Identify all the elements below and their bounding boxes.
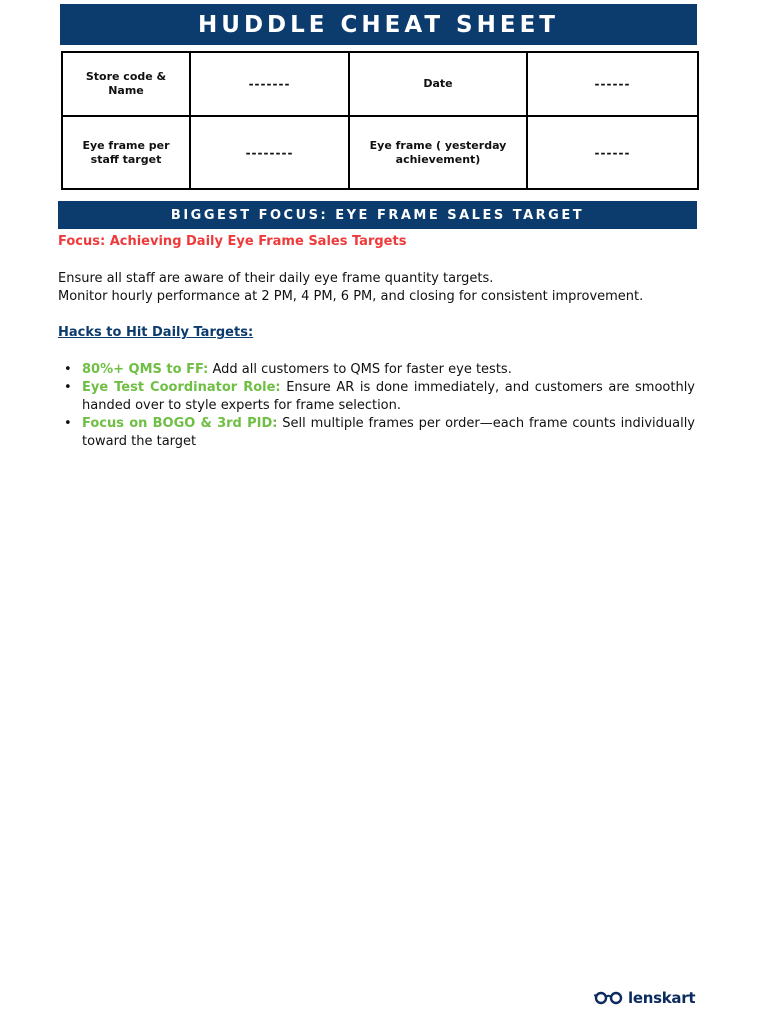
hack-lead: 80%+ QMS to FF: — [82, 362, 209, 377]
intro-line-1: Ensure all staff are aware of their daily eye frame quantity targets. — [58, 271, 494, 286]
focus-heading: Focus: Achieving Daily Eye Frame Sales Targets — [58, 234, 407, 249]
hack-text: Add all customers to QMS for faster eye tests. — [208, 362, 512, 377]
table-row — [62, 116, 698, 189]
yesterday-achievement-value: ------ — [527, 116, 698, 189]
hack-text: Ensure AR is done immediately, and customers are smoothly handed over to style experts for frame selection. — [82, 380, 695, 413]
hacks-list — [58, 361, 695, 451]
hacks-heading: Hacks to Hit Daily Targets: — [58, 325, 254, 340]
focus-banner: BIGGEST FOCUS: EYE FRAME SALES TARGET — [58, 201, 697, 229]
store-info-table — [61, 51, 699, 190]
page-title: HUDDLE CHEAT SHEET — [60, 4, 697, 45]
date-label: Date — [349, 52, 527, 116]
bullet-icon: • — [64, 362, 72, 377]
list-item — [58, 361, 695, 379]
staff-target-value: -------- — [190, 116, 349, 189]
date-value: ------ — [527, 52, 698, 116]
store-code-label: Store code & Name — [62, 52, 190, 116]
intro-line-2: Monitor hourly performance at 2 PM, 4 PM, 6 PM, and closing for consistent improvement. — [58, 289, 644, 304]
staff-target-label: Eye frame per staff target — [62, 116, 190, 189]
hack-lead: Focus on BOGO & 3rd PID: — [82, 416, 278, 431]
intro-paragraph — [58, 270, 698, 306]
hack-text: Sell multiple frames per order—each frame counts individually toward the target — [82, 416, 696, 449]
list-item — [58, 379, 695, 415]
bullet-icon: • — [64, 380, 72, 395]
list-item — [58, 415, 695, 451]
hack-lead: Eye Test Coordinator Role: — [82, 380, 281, 395]
store-code-value: ------- — [190, 52, 349, 116]
bullet-icon: • — [64, 416, 72, 431]
logo-wordmark: lenskart — [628, 989, 696, 1007]
lenskart-logo — [594, 989, 695, 1007]
yesterday-achievement-label: Eye frame ( yesterday achievement) — [349, 116, 527, 189]
glasses-icon — [594, 991, 624, 1005]
table-row — [62, 52, 698, 116]
